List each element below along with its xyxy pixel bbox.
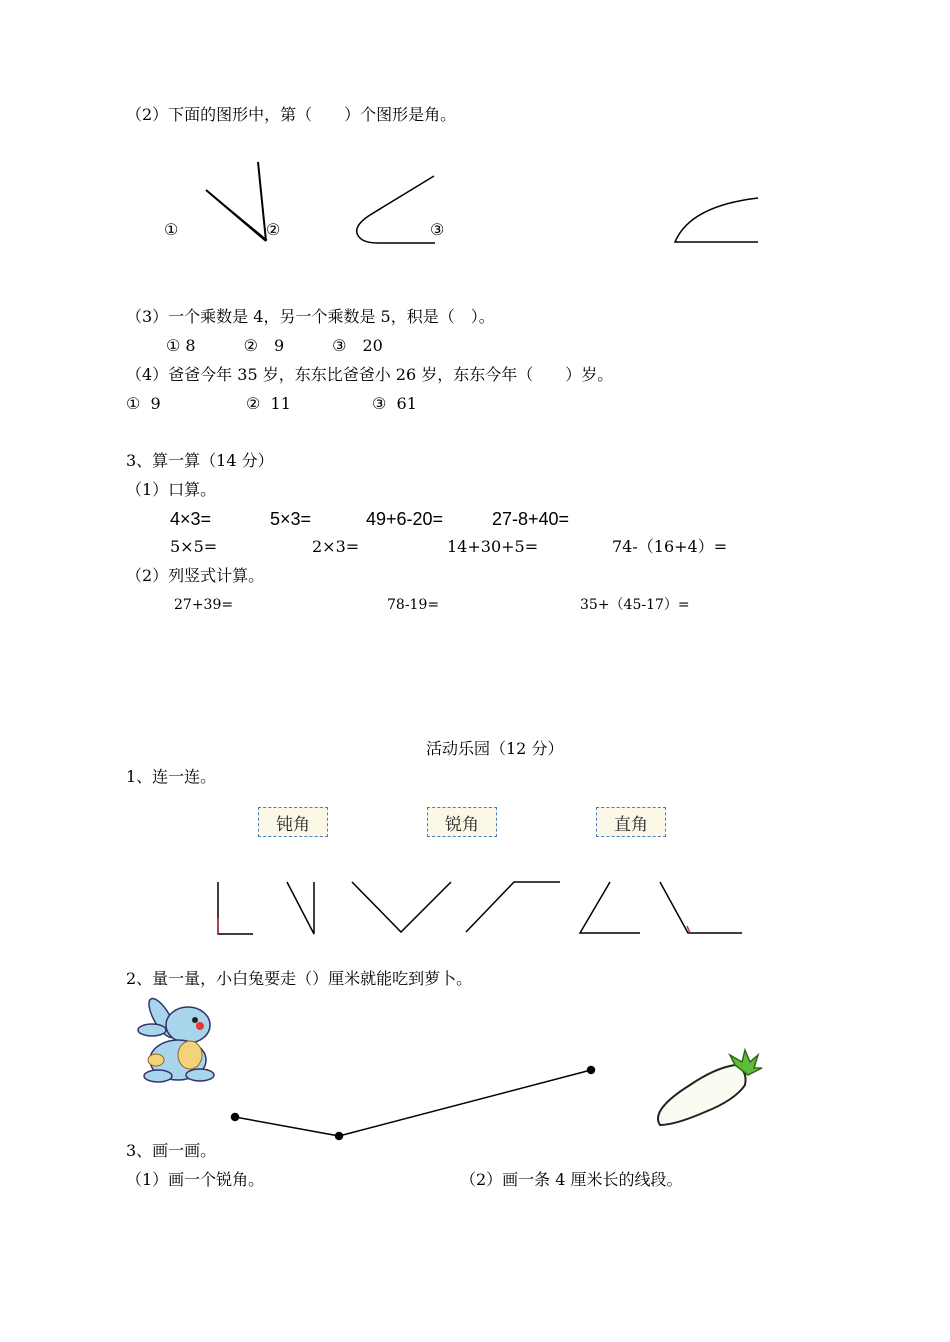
- mental-row1-item-2: 5×3=: [270, 509, 312, 529]
- angle-fig-6: [660, 882, 742, 933]
- section-3-title: 3、算一算（14 分）: [126, 451, 274, 470]
- mental-row1-item-1: 4×3=: [170, 509, 212, 529]
- activity-q3-1: （1）画一个锐角。: [126, 1170, 265, 1189]
- question-2-4: （4）爸爸今年 35 岁，东东比爸爸小 26 岁，东东今年（ ）岁。: [126, 365, 614, 384]
- question-2-4-option-2: ② 11: [246, 394, 291, 413]
- figure-3-label: ③: [430, 220, 445, 239]
- figure-1-label: ①: [164, 220, 179, 239]
- figure-1-angle: [206, 162, 267, 241]
- question-2-2: （2）下面的图形中，第（ ）个图形是角。: [126, 105, 457, 124]
- activity-title: 活动乐园（12 分）: [426, 739, 564, 758]
- mental-row1-item-4: 27-8+40=: [492, 509, 570, 529]
- activity-q3: 3、画一画。: [126, 1141, 217, 1160]
- mental-row2-item-4: 74-（16+4）=: [612, 537, 728, 556]
- figure-3-curve: [675, 198, 758, 242]
- vertical-calc-item-3: 35+（45-17）=: [580, 597, 690, 613]
- figure-2-label: ②: [266, 220, 281, 239]
- angle-fig-1: [218, 882, 253, 934]
- angle-fig-4: [466, 882, 560, 932]
- measure-path: [232, 1067, 595, 1140]
- radish-image: [658, 1050, 762, 1125]
- rabbit-image: [138, 995, 214, 1082]
- mental-row2-item-1: 5×5=: [170, 537, 218, 556]
- question-2-4-option-3: ③ 61: [372, 394, 417, 413]
- label-right[interactable]: 直角: [596, 807, 666, 837]
- angle-figures-row: [218, 882, 742, 934]
- angle-fig-5: [580, 882, 640, 933]
- angle-fig-2: [287, 882, 314, 934]
- question-2-4-option-1: ① 9: [126, 394, 161, 413]
- activity-q3-2: （2）画一条 4 厘米长的线段。: [460, 1170, 683, 1189]
- question-2-3: （3）一个乘数是 4，另一个乘数是 5，积是（ ）。: [126, 307, 495, 326]
- figure-2-curve: [357, 176, 435, 243]
- mental-row2-item-2: 2×3=: [312, 537, 360, 556]
- vertical-calc-title: （2）列竖式计算。: [126, 566, 265, 585]
- label-acute[interactable]: 锐角: [427, 807, 497, 837]
- mental-row2-item-3: 14+30+5=: [447, 537, 539, 556]
- vertical-calc-item-1: 27+39=: [174, 597, 234, 613]
- vertical-calc-item-2: 78-19=: [387, 597, 440, 613]
- activity-q1: 1、连一连。: [126, 767, 217, 786]
- mental-row1-item-3: 49+6-20=: [366, 509, 444, 529]
- label-obtuse[interactable]: 钝角: [258, 807, 328, 837]
- mental-math-title: （1）口算。: [126, 480, 217, 499]
- question-2-3-options: ① 8 ② 9 ③ 20: [166, 336, 383, 355]
- activity-q2: 2、量一量，小白兔要走（）厘米就能吃到萝卜。: [126, 969, 473, 988]
- angle-fig-3: [352, 882, 451, 932]
